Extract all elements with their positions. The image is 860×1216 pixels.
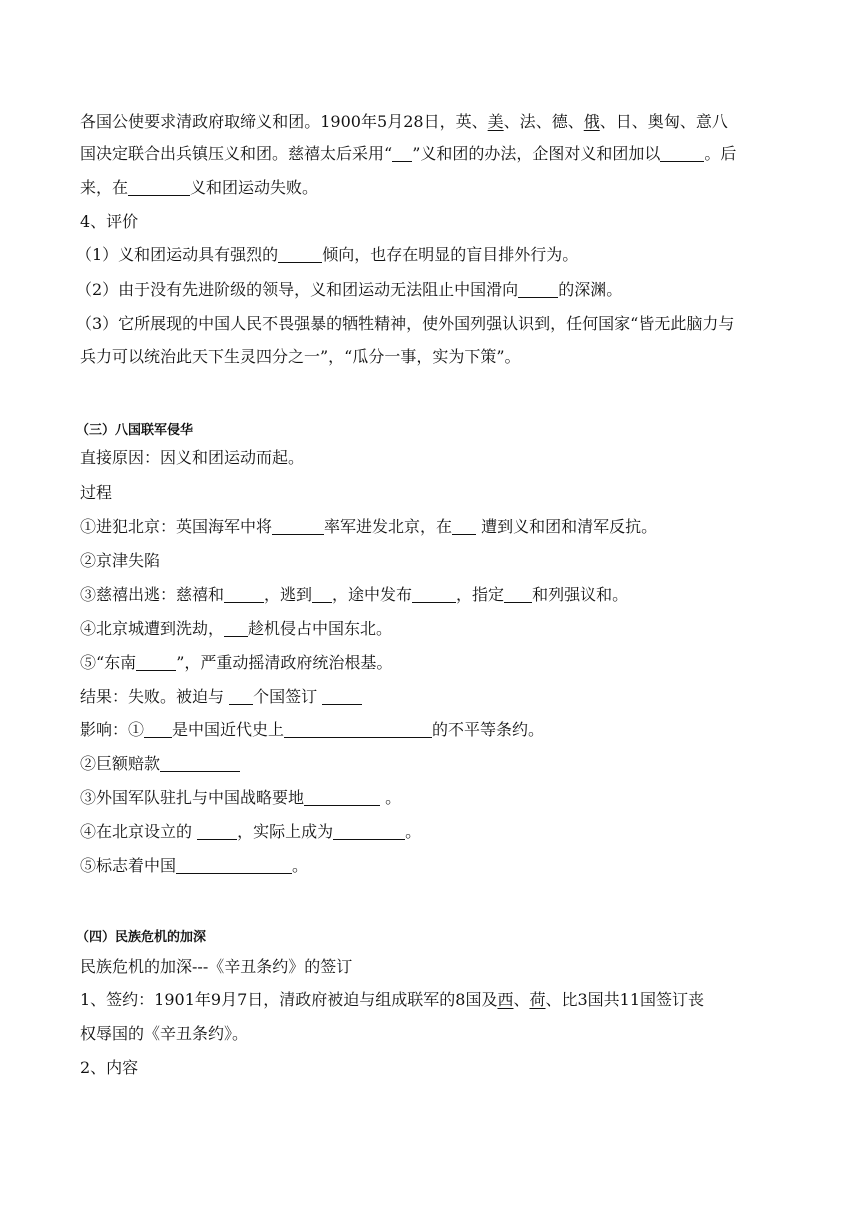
text: ④在北京设立的 xyxy=(80,822,198,841)
text: 1、签约：1901年9月7日，清政府被迫与组成联军的8国及 xyxy=(80,990,498,1009)
underlined-text: 俄 xyxy=(583,112,600,131)
fill-blank[interactable] xyxy=(304,790,380,806)
underlined-text: 西 xyxy=(497,990,514,1009)
text: （1）义和团运动具有强烈的 xyxy=(76,245,279,264)
text: ①进犯北京：英国海军中将 xyxy=(80,517,273,536)
fill-blank[interactable] xyxy=(224,587,264,603)
process-step xyxy=(80,619,792,639)
text: 。 xyxy=(380,788,402,807)
evaluation-item: （3）它所展现的中国人民不畏强暴的牺牲精神，使外国列强认识到，任何国家“皆无此脑力与 xyxy=(76,314,735,333)
text: 、 xyxy=(513,990,530,1009)
underlined-text: 荷 xyxy=(529,990,546,1009)
underlined-text: 美 xyxy=(487,112,504,131)
text: ，途中发布 xyxy=(332,585,413,604)
text: 。 xyxy=(292,856,309,875)
text: ⑤标志着中国 xyxy=(80,856,177,875)
text: 各国公使要求清政府取缔义和团。1900年5月28日，英、美、法、德、俄、日、奥匈、意八 xyxy=(80,112,728,131)
process-step xyxy=(80,517,792,537)
fill-blank[interactable] xyxy=(136,655,176,671)
fill-blank[interactable] xyxy=(128,180,190,196)
text: 义和团运动失败。 xyxy=(190,178,319,197)
paragraph-line xyxy=(80,144,792,164)
fill-blank[interactable] xyxy=(224,621,248,637)
cause-line: 直接原因：因义和团运动而起。 xyxy=(80,448,305,467)
evaluation-item xyxy=(76,245,788,265)
text: 的不平等条约。 xyxy=(432,720,545,739)
text: ③慈禧出逃：慈禧和 xyxy=(80,585,225,604)
fill-blank[interactable] xyxy=(272,519,324,535)
text: 的深渊。 xyxy=(558,280,623,299)
impact-line xyxy=(80,754,792,774)
fill-blank[interactable] xyxy=(518,282,558,298)
text: 个国签订 xyxy=(253,687,323,706)
text: 国决定联合出兵镇压义和团。慈禧太后采用“ xyxy=(80,144,393,163)
fill-blank[interactable] xyxy=(284,722,432,738)
fill-blank[interactable] xyxy=(176,858,292,874)
paragraph-line xyxy=(80,178,792,198)
impact-line xyxy=(80,822,792,842)
fill-blank[interactable] xyxy=(278,247,322,263)
process-step: ②京津失陷 xyxy=(80,551,161,570)
process-step xyxy=(80,585,792,605)
result-line xyxy=(80,687,792,707)
fill-blank[interactable] xyxy=(229,689,253,705)
section-subtitle: 民族危机的加深---《辛丑条约》的签订 xyxy=(80,957,353,976)
text: 率军进发北京，在 xyxy=(324,517,453,536)
evaluation-item-cont: 兵力可以统治此天下生灵四分之一”，“瓜分一事，实为下策”。 xyxy=(80,347,521,366)
process-step xyxy=(80,653,792,673)
evaluation-item xyxy=(76,280,788,300)
text: 。 xyxy=(405,822,422,841)
fill-blank[interactable] xyxy=(333,824,405,840)
fill-blank[interactable] xyxy=(392,146,412,162)
content-title: 2、内容 xyxy=(80,1058,139,1077)
impact-line xyxy=(80,856,792,876)
text: 倾向，也存在明显的盲目排外行为。 xyxy=(322,245,579,264)
evaluation-title: 4、评价 xyxy=(80,212,139,231)
impact-line xyxy=(80,720,792,740)
text: 和列强议和。 xyxy=(532,585,629,604)
text: （2）由于没有先进阶级的领导，义和团运动无法阻止中国滑向 xyxy=(76,280,519,299)
fill-blank[interactable] xyxy=(660,146,704,162)
text: ”义和团的办法，企图对义和团加以 xyxy=(412,144,661,163)
text: ”，严重动摇清政府统治根基。 xyxy=(176,653,393,672)
text: 遭到义和团和清军反抗。 xyxy=(476,517,658,536)
text: 影响：① xyxy=(80,720,145,739)
sign-line: 权辱国的《辛丑条约》。 xyxy=(80,1024,249,1043)
paragraph-line xyxy=(80,112,792,132)
text: 趁机侵占中国东北。 xyxy=(248,619,393,638)
fill-blank[interactable] xyxy=(504,587,532,603)
fill-blank[interactable] xyxy=(452,519,476,535)
text: 结果：失败。被迫与 xyxy=(80,687,230,706)
text: ④北京城遭到洗劫， xyxy=(80,619,225,638)
impact-line xyxy=(80,788,792,808)
fill-blank[interactable] xyxy=(197,824,237,840)
text: 是中国近代史上 xyxy=(172,720,285,739)
fill-blank[interactable] xyxy=(160,756,240,772)
fill-blank[interactable] xyxy=(412,587,456,603)
text: 。后 xyxy=(704,144,737,163)
fill-blank[interactable] xyxy=(144,722,172,738)
text: ⑤“东南 xyxy=(80,653,137,672)
fill-blank[interactable] xyxy=(312,587,332,603)
text: ，逃到 xyxy=(264,585,313,604)
process-label: 过程 xyxy=(80,483,113,502)
section-heading: （四）民族危机的加深 xyxy=(76,930,207,945)
text: ③外国军队驻扎与中国战略要地 xyxy=(80,788,305,807)
section-heading: （三）八国联军侵华 xyxy=(76,423,194,438)
sign-line xyxy=(80,990,792,1010)
text: 来，在 xyxy=(80,178,129,197)
text: ，指定 xyxy=(456,585,505,604)
text: 、比3国共11国签订丧 xyxy=(545,990,705,1009)
text: ②巨额赔款 xyxy=(80,754,161,773)
text: ，实际上成为 xyxy=(237,822,334,841)
fill-blank[interactable] xyxy=(322,689,362,705)
